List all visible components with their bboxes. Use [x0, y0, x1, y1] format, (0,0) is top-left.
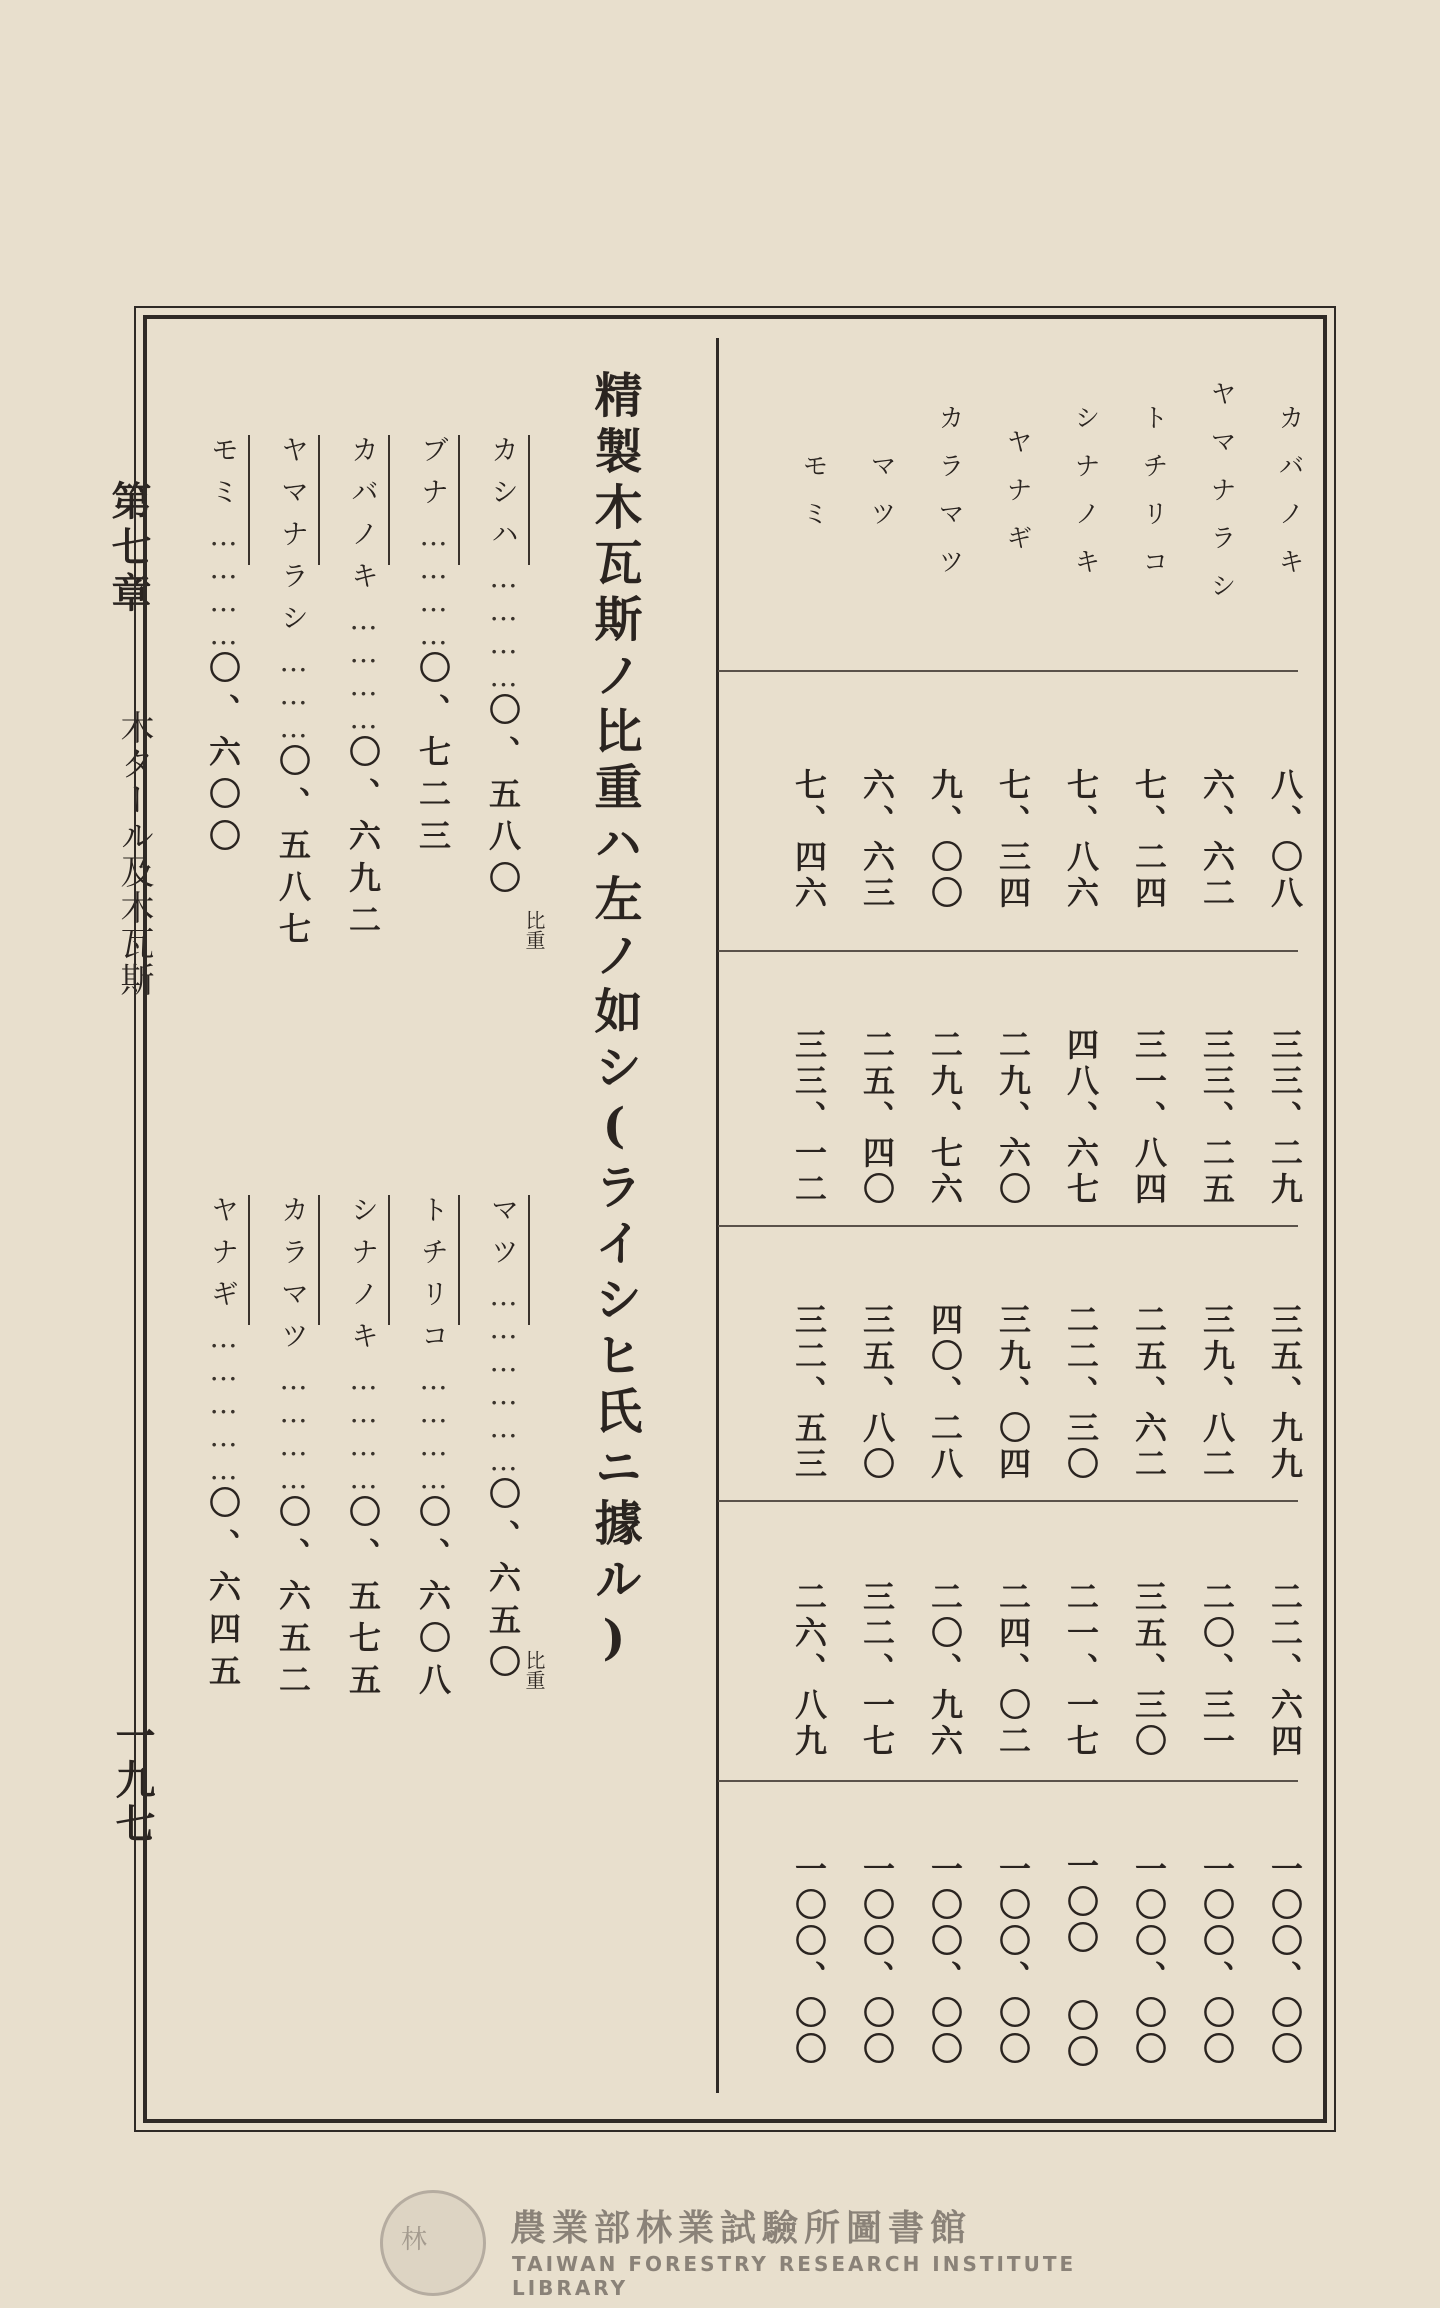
list-item: [480, 1195, 526, 1687]
list-item-dots: ………………: [487, 1279, 520, 1477]
list-rule: [458, 1195, 460, 1325]
table-cell-value: 一〇〇、〇〇: [1130, 1852, 1168, 2068]
chapter-label: 第七章: [105, 480, 152, 618]
list-rule: [528, 435, 530, 565]
library-seal-icon: [380, 2190, 486, 2296]
table-cell-species: カラマツ: [934, 404, 964, 596]
table-cell-value: 二二、三〇: [1062, 1302, 1100, 1483]
table-column: [1036, 330, 1104, 2095]
library-footer: [360, 2190, 1120, 2300]
list-rule: [388, 1195, 390, 1325]
table-cell-value: 二九、七六: [926, 1027, 964, 1208]
list-item-dots: …………: [277, 1363, 310, 1495]
table-cell-species: ヤナギ: [1002, 428, 1032, 572]
list-rule: [248, 435, 250, 565]
list-item-value: 〇、五八〇: [484, 693, 522, 903]
list-item-name: シナノキ: [347, 1195, 380, 1363]
table-cell-value: 三二、五三: [790, 1302, 828, 1483]
list-item-name: モミ: [207, 435, 240, 519]
list-item: [480, 435, 526, 903]
list-item-value: 〇、六〇八: [414, 1495, 452, 1705]
table-cell-value: 二九、六〇: [994, 1027, 1032, 1208]
table-cell-value: 七、八六: [1062, 768, 1100, 912]
table-cell-value: 八、〇八: [1266, 768, 1304, 912]
table-cell-value: 一〇〇 〇〇: [1062, 1849, 1100, 2071]
list-item: [340, 1195, 386, 1705]
table-cell-value: 六、六二: [1198, 768, 1236, 912]
page-number: 一九七: [109, 1715, 156, 1847]
list-rule: [318, 435, 320, 565]
table-cell-value: 二四、〇二: [994, 1580, 1032, 1760]
table-cell-value: 六、六三: [858, 768, 896, 912]
chapter-subtitle: 木タール及木瓦斯: [114, 710, 154, 998]
table-cell-value: 一〇〇、〇〇: [1198, 1852, 1236, 2068]
table-cell-value: 三九、〇四: [994, 1302, 1032, 1483]
list-item-value: 〇、六四五: [204, 1486, 242, 1696]
table-cell-value: 三三、一二: [790, 1027, 828, 1208]
table-cell-value: 一〇〇、〇〇: [790, 1852, 828, 2068]
seal-text: 林: [401, 2225, 428, 2255]
section-heading: 精製木瓦斯ノ比重ハ左ノ如シ(ライシヒ氏ニ據ル): [586, 370, 642, 1674]
list-item: [340, 435, 386, 945]
list-rule: [458, 435, 460, 565]
list-item-value: 〇、六九二: [344, 735, 382, 945]
table-cell-value: 二五、六二: [1130, 1302, 1168, 1483]
table-cell-value: 三五、八〇: [858, 1302, 896, 1483]
table-cell-value: 四八、六七: [1062, 1027, 1100, 1208]
table-cell-value: 三五、三〇: [1130, 1580, 1168, 1760]
list-item: [410, 1195, 456, 1705]
table-column: [1104, 330, 1172, 2095]
table-column: [1240, 330, 1308, 2095]
table-column: [832, 330, 900, 2095]
list-item-name: ヤマナラシ: [277, 435, 310, 645]
list-item-dots: ……………: [207, 1321, 240, 1486]
table-cell-value: 二五、四〇: [858, 1027, 896, 1208]
list-item-name: カバノキ: [347, 435, 380, 603]
table-cell-species: ヤマナラシ: [1206, 380, 1236, 620]
table-column: [1172, 330, 1240, 2095]
table-column: [900, 330, 968, 2095]
list-item-name: ブナ: [417, 435, 450, 519]
list-item-value: 〇、五七五: [344, 1495, 382, 1705]
table-cell-value: 三二、一七: [858, 1580, 896, 1760]
list-item-name: カシハ: [487, 435, 520, 561]
table-cell-value: 三九、八二: [1198, 1302, 1236, 1483]
list-rule: [388, 435, 390, 565]
list-item: [270, 435, 316, 954]
table-cell-species: シナノキ: [1070, 404, 1100, 596]
specific-gravity-list: [190, 420, 570, 1840]
table-cell-species: マツ: [866, 452, 896, 548]
list-item-dots: …………: [487, 561, 520, 693]
list-rule: [248, 1195, 250, 1325]
table-cell-value: 七、三四: [994, 768, 1032, 912]
table-cell-value: 九、〇〇: [926, 768, 964, 912]
table-cell-value: 二〇、三一: [1198, 1580, 1236, 1760]
list-item-name: マツ: [487, 1195, 520, 1279]
table-cell-value: 一〇〇、〇〇: [1266, 1852, 1304, 2068]
composition-table: [718, 330, 1308, 2095]
table-column: [968, 330, 1036, 2095]
list-item-dots: …………: [347, 1363, 380, 1495]
list-item-dots: …………: [347, 603, 380, 735]
table-cell-value: 三五、九九: [1266, 1302, 1304, 1483]
list-item-value: 〇、七二三: [414, 651, 452, 861]
library-name-english: TAIWAN FORESTRY RESEARCH INSTITUTE LIBRARY: [512, 2252, 1077, 2300]
table-cell-value: 三三、二九: [1266, 1027, 1304, 1208]
table-cell-value: 三一、八四: [1130, 1027, 1168, 1208]
list-item-dots: …………: [417, 1363, 450, 1495]
table-cell-value: 三三、二五: [1198, 1027, 1236, 1208]
table-cell-species: カバノキ: [1274, 404, 1304, 596]
list-rule: [528, 1195, 530, 1325]
table-cell-value: 二一、一七: [1062, 1580, 1100, 1760]
list-item: [200, 1195, 246, 1696]
table-cell-value: 四〇、二八: [926, 1302, 964, 1483]
table-cell-value: 七、四六: [790, 768, 828, 912]
list-item-value: 〇、六五〇: [484, 1477, 522, 1687]
table-cell-species: モミ: [798, 452, 828, 548]
list-item-name: ヤナギ: [207, 1195, 240, 1321]
table-cell-value: 二〇、九六: [926, 1580, 964, 1760]
table-cell-value: 一〇〇、〇〇: [994, 1852, 1032, 2068]
list-item-name: カラマツ: [277, 1195, 310, 1363]
list-item: [200, 435, 246, 861]
list-item-dots: …………: [417, 519, 450, 651]
library-name-chinese: 農業部林業試驗所圖書館: [510, 2208, 973, 2249]
list-item: [410, 435, 456, 861]
list-item-name: トチリコ: [417, 1195, 450, 1363]
table-cell-value: 一〇〇、〇〇: [926, 1852, 964, 2068]
list-item: [270, 1195, 316, 1705]
table-cell-value: 二二、六四: [1266, 1580, 1304, 1760]
hiju-label-bottom: 比重: [522, 1650, 546, 1690]
list-rule: [318, 1195, 320, 1325]
list-item-value: 〇、五八七: [274, 744, 312, 954]
list-item-dots: …………: [207, 519, 240, 651]
table-cell-species: トチリコ: [1138, 404, 1168, 596]
table-column: [764, 330, 832, 2095]
table-cell-value: 一〇〇、〇〇: [858, 1852, 896, 2068]
list-item-value: 〇、六〇〇: [204, 651, 242, 861]
list-item-value: 〇、六五二: [274, 1495, 312, 1705]
list-item-dots: ………: [277, 645, 310, 744]
table-cell-value: 二六、八九: [790, 1580, 828, 1760]
table-cell-value: 七、二四: [1130, 768, 1168, 912]
hiju-label-top: 比重: [522, 910, 546, 950]
